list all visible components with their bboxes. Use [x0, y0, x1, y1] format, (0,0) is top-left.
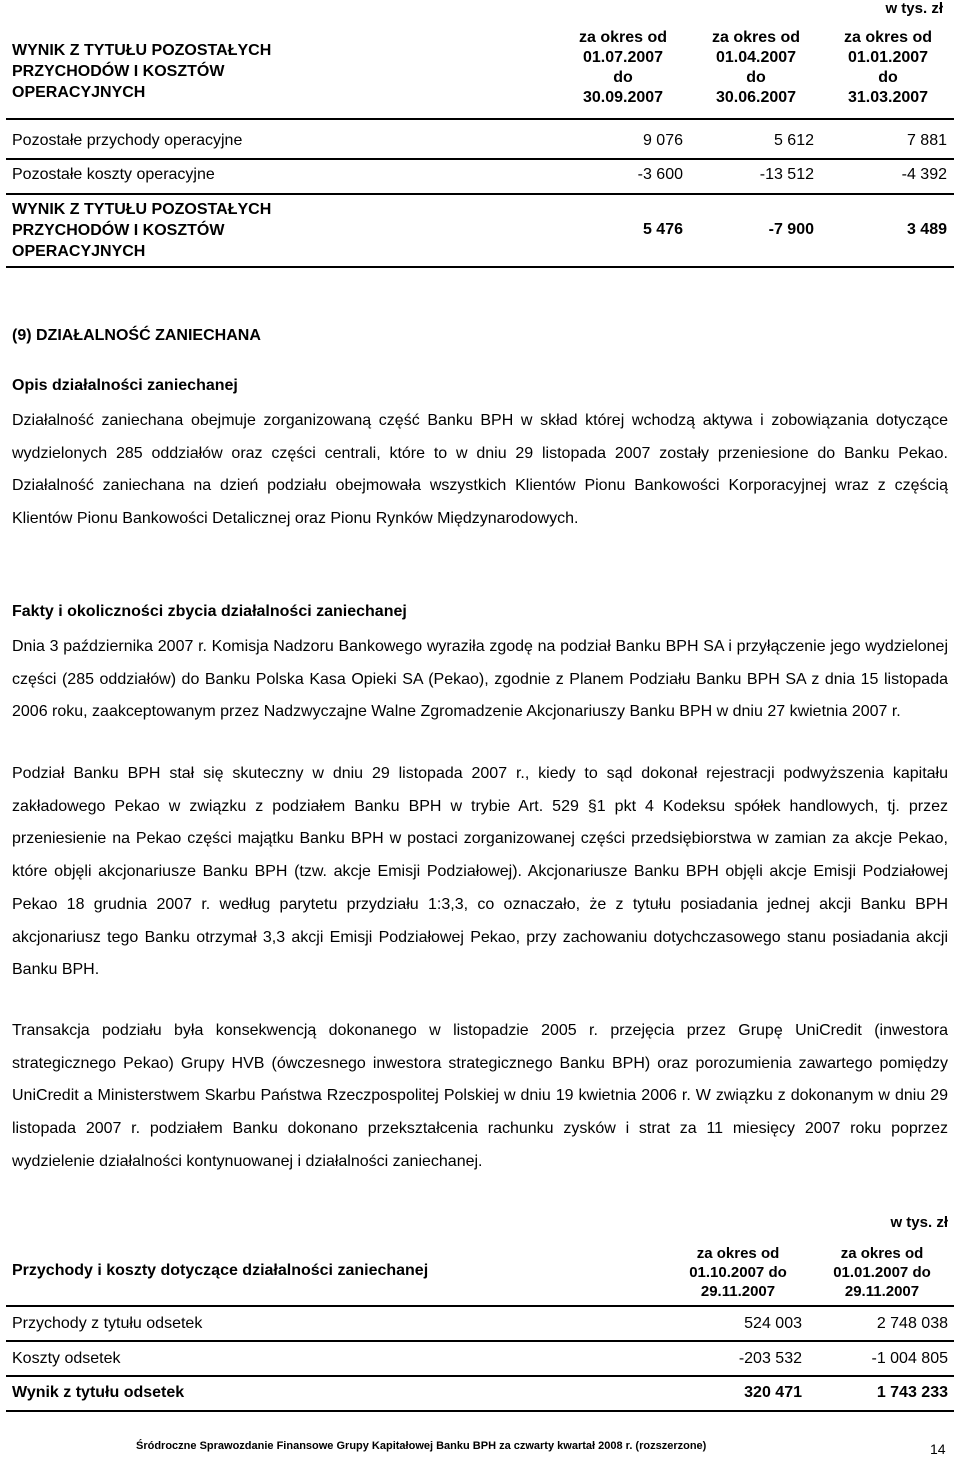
- paragraph-facts-1: Dnia 3 października 2007 r. Komisja Nadzoru Bankowego wyraziła zgodę na podział Banku BPH SA i przyłączenie jego wydzielonej części (285 oddziałów) do Banku Polska Kasa Opieki SA (Pekao), zgodnie z Planem Podziału Banku BPH SA z dnia 15 listopada 2006 roku, zaakceptowanym przez Nadzwyczajne Walne Zgromadzenie Akcjonariuszy Banku BPH w dniu 27 kwietnia 2007 r.: [12, 638, 948, 721]
- table1-cell: 9 076: [642, 132, 683, 149]
- table2-title: Przychody i koszty dotyczące działalności zaniechanej: [12, 1262, 429, 1279]
- paragraph-description: Działalność zaniechana obejmuje zorganizowaną część Banku BPH w skład której wchodzą aktywa i zobowiązania dotyczące wydzielonych 285 oddziałów oraz części centrali, które to w dniu 29 listopada 2007 zostały przeniesione do Banku Pekao. Działalność zaniechana na dzień podziału obejmowała wszystkich Klientów Pionu Bankowości Korporacyjnej wraz z częścią Klientów Pionu Bankowości Detalicznej oraz Pionu Rynków Międzynarodowych.: [12, 412, 948, 527]
- table1-column-header-q2: za okres od 01.04.2007 do 30.06.2007: [711, 29, 801, 106]
- table1-total-label: WYNIK Z TYTUŁU POZOSTAŁYCH PRZYCHODÓW I KOSZTÓW OPERACYJNYCH: [12, 201, 272, 260]
- table1-cell: -3 600: [637, 166, 683, 183]
- table1-bottom-rule: [6, 266, 954, 268]
- table1-header-rule: [6, 118, 954, 120]
- table2-column-header-period2: za okres od 01.01.2007 do 29.11.2007: [833, 1245, 931, 1300]
- page-footer: Śródroczne Sprawozdanie Finansowe Grupy Kapitałowej Banku BPH za czwarty kwartał 2008 r. (rozszerzone): [136, 1440, 707, 1452]
- paragraph-facts-3: Transakcja podziału była konsekwencją dokonanego w listopadzie 2005 r. przejęcia przez Grupę UniCredit (inwestora strategicznego Pekao) Grupy HVB (ówczesnego inwestora strategicznego Banku BPH) oraz porozumienia zawartego pomiędzy UniCredit a Ministerstwem Skarbu Państwa Rzeczpospolitej Polskiej w dniu 19 kwietnia 2006 r. W związku z dokonanym w dniu 29 listopada 2007 r. podziałem Banku dokonano przekształcenia rachunku zysków i strat za 11 miesięcy 2007 roku poprzez wydzielenie działalności kontynuowanej i działalności zaniechanej.: [12, 1022, 948, 1170]
- table2-row-label: Koszty odsetek: [12, 1350, 121, 1367]
- table1-total-cell: 3 489: [906, 221, 947, 238]
- table1-row-rule: [6, 158, 954, 160]
- table2-row-rule: [6, 1340, 954, 1342]
- section-title: (9) DZIAŁALNOŚĆ ZANIECHANA: [12, 327, 261, 344]
- table2-row-rule: [6, 1375, 954, 1377]
- table2-header-rule: [6, 1305, 954, 1307]
- subsection-heading-facts: Fakty i okoliczności zbycia działalności zaniechanej: [12, 603, 407, 620]
- table2-column-header-period1: za okres od 01.10.2007 do 29.11.2007: [689, 1245, 787, 1300]
- table2-row-label: Przychody z tytułu odsetek: [12, 1315, 203, 1332]
- table2-bottom-rule: [6, 1410, 954, 1412]
- table2-cell: -1 004 805: [871, 1350, 948, 1367]
- table1-cell: 5 612: [773, 132, 814, 149]
- table2-total-label: Wynik z tytułu odsetek: [12, 1384, 185, 1401]
- table2-cell: 2 748 038: [876, 1315, 948, 1332]
- table2-unit: w tys. zł: [890, 1214, 948, 1231]
- table1-total-cell: -7 900: [768, 221, 814, 238]
- paragraph-facts-2: Podział Banku BPH stał się skuteczny w dniu 29 listopada 2007 r., kiedy to sąd dokonał rejestracji podwyższenia kapitału zakładowego Pekao w związku z podziałem Banku BPH w trybie Art. 529 §1 pkt 4 Kodeksu spółek handlowych, tj. przez przeniesienie na Pekao części majątku Banku BPH w postaci zorganizowanej części przedsiębiorstwa w zamian za akcje Pekao, które objęli akcjonariusze Banku BPH (tzw. akcje Emisji Podziałowej). Akcjonariusze Banku BPH objęli akcje Emisji Podziałowej Pekao 18 grudnia 2007 r. według parytetu przydziału 1:3,3, co oznaczało, że z tytułu posiadania jednej akcji Banku BPH akcjonariusz tego Banku otrzymał 3,3 akcji Emisji Podziałowej Pekao, przy zachowaniu dotychczasowego stanu posiadania akcji Banku BPH.: [12, 765, 948, 979]
- table1-cell: -13 512: [759, 166, 814, 183]
- table1-row-label: Pozostałe przychody operacyjne: [12, 132, 243, 149]
- table1-cell: 7 881: [906, 132, 947, 149]
- table1-total-cell: 5 476: [642, 221, 683, 238]
- table2-total-cell: 320 471: [744, 1384, 802, 1401]
- table1-unit: w tys. zł: [885, 0, 943, 17]
- table1-column-header-q1: za okres od 01.01.2007 do 31.03.2007: [843, 29, 933, 106]
- table2-cell: -203 532: [738, 1350, 802, 1367]
- table1-row-label: Pozostałe koszty operacyjne: [12, 166, 215, 183]
- table1-title: WYNIK Z TYTUŁU POZOSTAŁYCH PRZYCHODÓW I KOSZTÓW OPERACYJNYCH: [12, 42, 272, 101]
- page-number: 14: [930, 1441, 946, 1457]
- table1-cell: -4 392: [901, 166, 947, 183]
- table1-column-header-q3: za okres od 01.07.2007 do 30.09.2007: [578, 29, 668, 106]
- table2-total-cell: 1 743 233: [876, 1384, 948, 1401]
- subsection-heading-description: Opis działalności zaniechanej: [12, 377, 238, 394]
- table1-row-rule: [6, 193, 954, 195]
- table2-cell: 524 003: [744, 1315, 802, 1332]
